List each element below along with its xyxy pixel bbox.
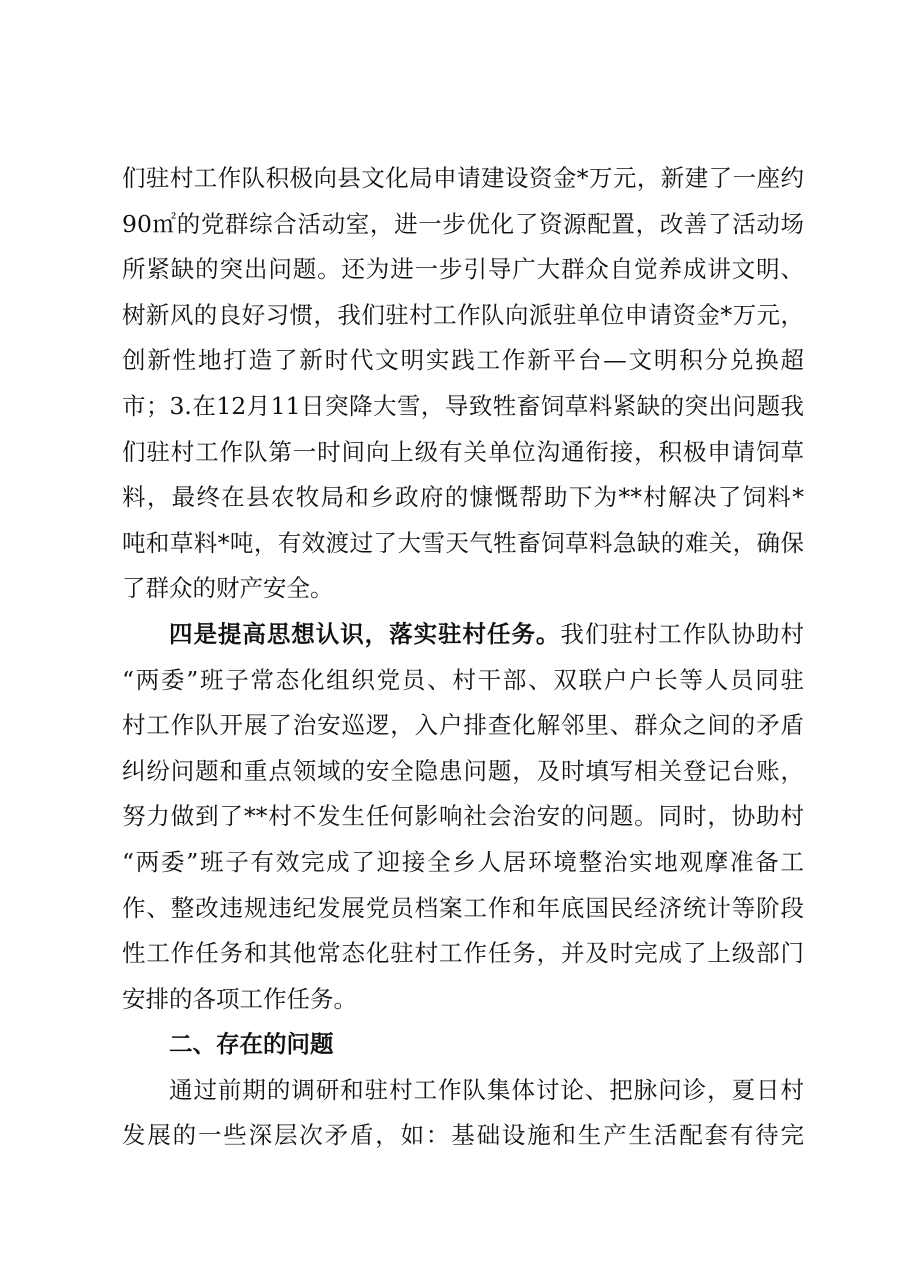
text-line: “两委”班子有效完成了迎接全乡人居环境整治实地观摩准备工 [122,847,804,876]
text-line: “两委”班子常态化组织党员、村干部、双联户户长等人员同驻 [122,665,804,694]
text-line: 安排的各项工作任务。 [122,984,357,1013]
text-line: 90㎡的党群综合活动室，进一步优化了资源配置，改善了活动场 [122,209,804,238]
text-line: 创新性地打造了新时代文明实践工作新平台—文明积分兑换超 [122,346,804,375]
text-line: 们驻村工作队第一时间向上级有关单位沟通衔接，积极申请饲草 [122,437,804,466]
paragraph-lead: 四是提高思想认识，落实驻村任务。 [169,619,561,648]
paragraph-lead-rest: 我们驻村工作队协助村 [560,619,804,648]
text-line: 村工作队开展了治安巡逻，入户排查化解邻里、群众之间的矛盾 [122,711,804,740]
text-line: 通过前期的调研和驻村工作队集体讨论、把脉问诊，夏日村 [169,1075,804,1104]
text-line: 发展的一些深层次矛盾，如：基础设施和生产生活配套有待完 [122,1121,804,1150]
text-line: 们驻村工作队积极向县文化局申请建设资金*万元，新建了一座约 [122,164,804,192]
paragraph-village-tasks [122,612,804,1022]
text-line: 树新风的良好习惯，我们驻村工作队向派驻单位申请资金*万元， [122,300,804,329]
text-line: 吨和草料*吨，有效渡过了大雪天气牲畜饲草料急缺的难关，确保 [122,528,804,557]
text-line: 市；3.在12月11日突降大雪，导致牲畜饲草料紧缺的突出问题我 [122,391,804,420]
text-line: 料，最终在县农牧局和乡政府的慷慨帮助下为**村解决了饲料* [122,483,804,512]
section-heading: 二、存在的问题 [169,1030,334,1059]
text-line: 性工作任务和其他常态化驻村工作任务，并及时完成了上级部门 [122,939,804,968]
text-line: 所紧缺的突出问题。还为进一步引导广大群众自觉养成讲文明、 [122,255,804,284]
text-line: 了群众的财产安全。 [122,574,334,603]
text-line: 努力做到了**村不发生任何影响社会治安的问题。同时，协助村 [122,802,804,831]
paragraph-problems [122,1068,804,1159]
text-line [122,612,804,658]
document-body [122,156,804,1159]
text-line: 纠纷问题和重点领域的安全隐患问题，及时填写相关登记台账， [122,756,804,785]
text-line: 作、整改违规违纪发展党员档案工作和年底国民经济统计等阶段 [122,893,804,922]
paragraph-resource-allocation [122,156,804,612]
